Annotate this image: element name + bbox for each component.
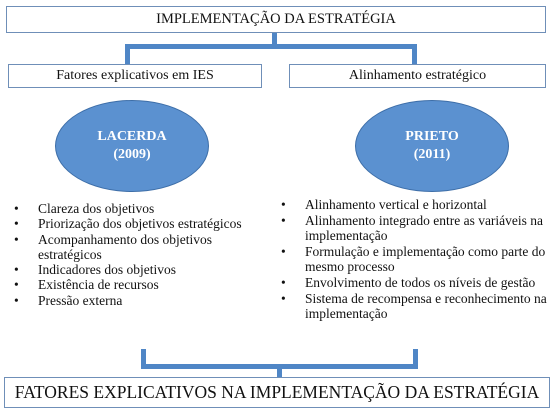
list-item: • Formulação e implementação como parte do mesmo processo [279,244,551,275]
connector-top-horizontal [125,44,417,49]
left-header-text: Fatores explicativos em IES [56,68,214,83]
title-box [6,6,546,33]
lacerda-author: LACERDA [97,129,167,144]
list-item: • Clareza dos objetivos [12,201,277,216]
prieto-year: (2011) [413,147,451,162]
left-header-box [8,64,262,88]
list-item: • Priorização dos objetivos estratégicos [12,216,277,231]
lacerda-year: (2009) [113,147,151,162]
list-item: • Indicadores dos objetivos [12,262,277,277]
conclusion-text: FATORES EXPLICATIVOS NA IMPLEMENTAÇÃO DA ESTRATÉGIA [14,382,540,402]
title-text: IMPLEMENTAÇÃO DA ESTRATÉGIA [156,11,396,27]
list-item: • Sistema de recompensa e reconhecimento na implementação [279,291,551,322]
connector-top-right-drop [412,44,417,64]
connector-top-left-drop [125,44,130,64]
list-item: • Alinhamento integrado entre as variáveis na implementação [279,213,551,244]
conclusion-box [4,377,550,408]
right-header-box [289,64,546,88]
list-item: • Pressão externa [12,293,277,308]
lacerda-circle [55,100,209,192]
list-item: • Alinhamento vertical e horizontal [279,197,551,213]
list-item: • Existência de recursos [12,277,277,292]
prieto-author: PRIETO [405,129,459,144]
prieto-circle [355,100,509,192]
right-factor-list [279,197,551,322]
connector-bottom-vertical [277,364,282,377]
right-header-text: Alinhamento estratégico [348,68,487,83]
list-item: • Envolvimento de todos os níveis de gestão [279,275,551,291]
list-item: • Acompanhamento dos objetivos estratégicos [12,232,277,263]
left-factor-list [12,201,277,308]
